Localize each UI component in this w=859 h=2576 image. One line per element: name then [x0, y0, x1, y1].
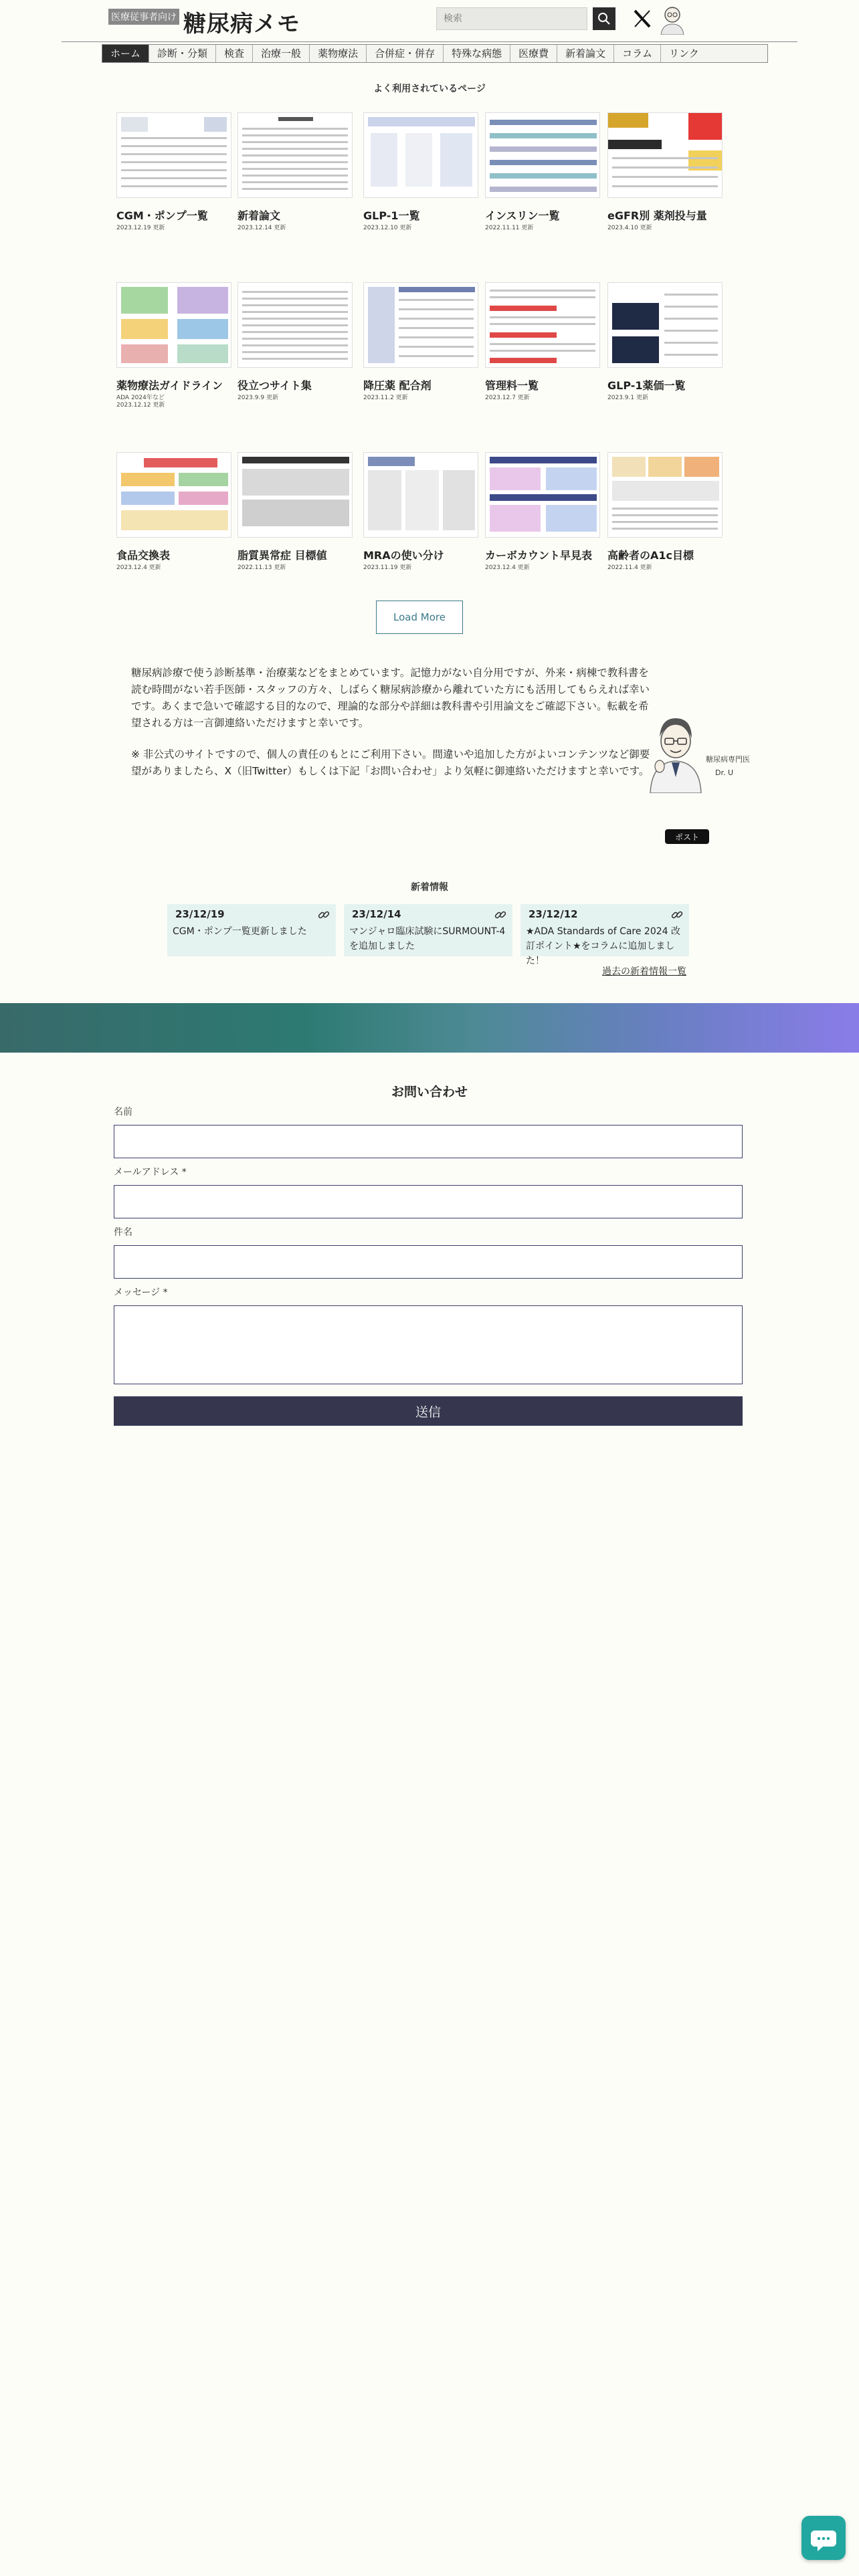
card-insulin-list[interactable] — [485, 112, 600, 232]
card-elderly-a1c-targets[interactable] — [607, 452, 723, 572]
link-icon — [494, 908, 507, 922]
card-thumbnail — [116, 112, 231, 198]
card-updated-date: 2022.11.13 更新 — [237, 564, 286, 571]
submit-button[interactable]: 送信 — [114, 1396, 743, 1426]
card-carb-count-chart[interactable] — [485, 452, 600, 572]
nav-item-tests[interactable]: 検査 — [216, 45, 253, 62]
card-updated-date: 2023.9.1 更新 — [607, 395, 648, 401]
doctor-avatar-icon[interactable] — [657, 3, 688, 35]
main-nav — [102, 44, 768, 63]
card-updated-date: 2022.11.4 更新 — [607, 564, 652, 571]
card-cgm-pump[interactable] — [116, 112, 231, 232]
email-field[interactable] — [114, 1186, 742, 1218]
audience-tagline: 医療従事者向け — [108, 9, 179, 25]
name-label: 名前 — [114, 1107, 132, 1117]
card-dyslipidemia-targets[interactable] — [237, 452, 353, 572]
card-updated-date: ADA 2024年など 2023.12.12 更新 — [116, 395, 165, 409]
news-date: 23/12/19 — [175, 908, 225, 920]
nav-item-home[interactable]: ホーム — [102, 45, 149, 62]
search-input[interactable] — [437, 8, 584, 29]
card-updated-date: 2022.11.11 更新 — [485, 225, 534, 231]
doctor-title: 糖尿病専門医 — [706, 755, 750, 764]
card-thumbnail — [607, 112, 723, 198]
card-thumbnail — [607, 282, 723, 368]
contact-heading: お問い合わせ — [391, 1085, 468, 1099]
nav-item-complications[interactable]: 合併症・併存 — [367, 45, 444, 62]
card-glp1-list[interactable] — [363, 112, 478, 232]
card-title: CGM・ポンプ一覧 — [116, 209, 208, 222]
doctor-name: Dr. U — [715, 768, 734, 777]
card-updated-date: 2023.4.10 更新 — [607, 225, 652, 231]
past-news-link[interactable]: 過去の新着情報一覧 — [602, 966, 686, 977]
card-egfr-dosing[interactable] — [607, 112, 723, 232]
subject-label: 件名 — [114, 1227, 132, 1238]
card-title: インスリン一覧 — [485, 209, 560, 222]
nav-item-diagnosis[interactable]: 診断・分類 — [149, 45, 216, 62]
card-updated-date: 2023.11.2 更新 — [363, 395, 408, 401]
search-icon — [593, 7, 615, 30]
card-mra-usage[interactable] — [363, 452, 478, 572]
load-more-button[interactable]: Load More — [376, 601, 463, 634]
nav-item-medical-costs[interactable]: 医療費 — [510, 45, 557, 62]
card-thumbnail — [485, 452, 600, 538]
card-thumbnail — [485, 282, 600, 368]
decorative-banner — [0, 1003, 859, 1053]
post-share-button[interactable]: ポスト — [665, 829, 709, 844]
card-thumbnail — [363, 112, 478, 198]
search-button[interactable] — [593, 7, 615, 30]
doctor-illustration-icon — [645, 713, 705, 793]
card-new-papers[interactable] — [237, 112, 353, 232]
message-label: メッセージ * — [114, 1287, 168, 1298]
card-updated-date: 2023.12.10 更新 — [363, 225, 412, 231]
card-thumbnail — [363, 282, 478, 368]
card-title: GLP-1薬価一覧 — [607, 379, 686, 392]
news-date: 23/12/14 — [352, 908, 401, 920]
email-field-box — [114, 1185, 743, 1218]
nav-item-links[interactable]: リンク — [669, 47, 699, 60]
name-field-box — [114, 1125, 743, 1158]
card-title: 降圧薬 配合剤 — [363, 379, 432, 392]
email-label: メールアドレス * — [114, 1167, 187, 1178]
card-title: MRAの使い分け — [363, 549, 444, 562]
name-field[interactable] — [114, 1125, 742, 1158]
disclaimer-paragraph: ※ 非公式のサイトですので、個人の責任のもとにご利用下さい。間違いや追加した方がよいコンテンツなど御要望がありましたら、X（旧Twitter）もしくは下記「お問い合わせ」より気軽に御連絡いただけますと幸いです。 — [131, 748, 650, 777]
news-item[interactable] — [520, 904, 689, 966]
card-food-exchange[interactable] — [116, 452, 231, 572]
card-updated-date: 2023.11.19 更新 — [363, 564, 412, 571]
card-title: 高齢者のA1c目標 — [607, 549, 694, 562]
card-title: eGFR別 薬剤投与量 — [607, 209, 707, 222]
nav-item-drug-therapy[interactable]: 薬物療法 — [310, 45, 367, 62]
card-title: 新着論文 — [237, 209, 281, 222]
card-title: GLP-1一覧 — [363, 209, 420, 222]
card-thumbnail — [363, 452, 478, 538]
card-updated-date: 2023.12.7 更新 — [485, 395, 530, 401]
card-thumbnail — [237, 282, 353, 368]
card-title: カーボカウント早見表 — [485, 549, 593, 562]
news-text: マンジャロ臨床試験にSURMOUNT-4を追加しました — [349, 926, 506, 952]
message-field-box — [114, 1305, 743, 1384]
link-icon — [317, 908, 330, 922]
card-title: 食品交換表 — [116, 549, 171, 562]
card-management-fees[interactable] — [485, 282, 600, 402]
card-thumbnail — [116, 452, 231, 538]
popular-heading: よく利用されているページ — [373, 84, 486, 94]
search-box — [436, 7, 587, 30]
nav-item-new-papers[interactable]: 新着論文 — [557, 45, 614, 62]
card-useful-sites[interactable] — [237, 282, 353, 402]
news-item[interactable] — [167, 904, 336, 956]
subject-field-box — [114, 1245, 743, 1279]
chat-icon — [801, 2516, 846, 2560]
card-thumbnail — [237, 452, 353, 538]
doctor-label — [706, 753, 750, 780]
site-introduction — [131, 665, 650, 794]
news-item[interactable] — [344, 904, 512, 956]
card-pharmacotherapy-guideline[interactable] — [116, 282, 231, 410]
card-title: 管理料一覧 — [485, 379, 539, 392]
card-title: 薬物療法ガイドライン — [116, 379, 223, 392]
chat-button[interactable] — [801, 2516, 846, 2560]
card-glp1-prices[interactable] — [607, 282, 723, 402]
news-text: ★ADA Standards of Care 2024 改訂ポイント★をコラムに追加しました！ — [526, 926, 681, 966]
card-updated-date: 2023.12.14 更新 — [237, 225, 286, 231]
card-thumbnail — [485, 112, 600, 198]
news-date: 23/12/12 — [529, 908, 578, 920]
nav-item-column[interactable]: コラム — [614, 45, 661, 62]
card-thumbnail — [237, 112, 353, 198]
card-title: 役立つサイト集 — [237, 379, 312, 392]
card-title: 脂質異常症 目標値 — [237, 549, 327, 562]
nav-item-special-conditions[interactable]: 特殊な病態 — [444, 45, 510, 62]
news-text: CGM・ポンプ一覧更新しました — [173, 926, 307, 937]
message-field[interactable] — [114, 1306, 742, 1384]
nav-item-treatment[interactable]: 治療一般 — [253, 45, 310, 62]
card-updated-date: 2023.12.4 更新 — [485, 564, 530, 571]
intro-paragraph: 糖尿病診療で使う診断基準・治療薬などをまとめています。記憶力がない自分用ですが、外来・病棟で教科書を読む時間がない若手医師・スタッフの方々、しばらく糖尿病診療から離れていた方にも活用してもらえれば幸いです。あくまで急いで確認する目的なので、理論的な部分や詳細は教科書や引用論文をご確認下さい。転載を希望される方は一言御連絡いただけますと幸いです。 — [131, 667, 650, 729]
card-thumbnail — [607, 452, 723, 538]
link-icon — [670, 908, 684, 922]
card-updated-date: 2023.12.19 更新 — [116, 225, 165, 231]
card-updated-date: 2023.9.9 更新 — [237, 395, 278, 401]
site-title[interactable]: 糖尿病メモ — [183, 11, 300, 37]
card-updated-date: 2023.12.4 更新 — [116, 564, 161, 571]
card-antihypertensive-combo[interactable] — [363, 282, 478, 402]
card-thumbnail — [116, 282, 231, 368]
subject-field[interactable] — [114, 1246, 742, 1278]
news-heading: 新着情報 — [411, 882, 448, 893]
x-logo-icon[interactable] — [630, 7, 654, 31]
